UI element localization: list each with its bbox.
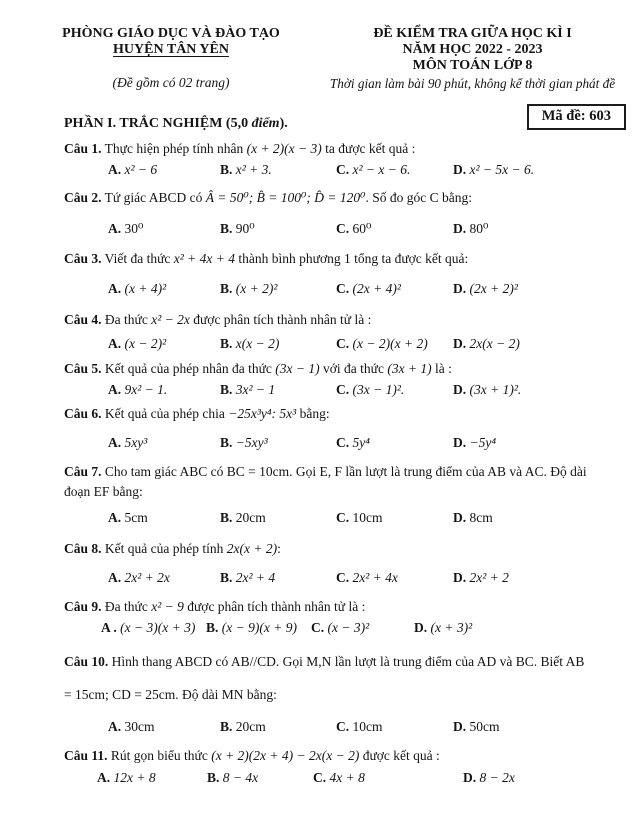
option-value: 80⁰ [469,221,489,236]
question-text-runs [105,312,371,327]
option-letter: D. [453,382,467,397]
option-value: 90⁰ [235,221,255,236]
math-expression: (3x − 1) [275,361,320,376]
option-letter: D. [453,570,467,585]
answer-option-b [220,717,336,737]
option-letter: A. [108,510,122,525]
option-value: 60⁰ [352,221,372,236]
text-run: : [277,541,281,556]
question-text [64,645,595,711]
option-letter: B. [220,281,233,296]
time-note: Thời gian làm bài 90 phút, không kể thời gian phát đề [329,76,616,91]
question-number: Câu 8. [64,541,102,556]
math-expression: (x + 2)(2x + 4) − 2x(x − 2) [211,748,360,763]
exam-header [0,0,639,92]
question-number: Câu 7. [64,464,102,479]
question [64,188,595,239]
question [64,404,595,453]
answer-option-b [220,568,336,588]
option-letter: A. [108,336,122,351]
answer-option-c [336,334,453,354]
option-value: (x − 2)(x + 2) [352,336,428,351]
option-letter: C. [336,719,350,734]
option-letter: B. [220,382,233,397]
question [64,645,595,737]
option-letter: B. [220,570,233,585]
text-run: Viết đa thức [104,251,174,266]
answer-option-d [414,618,595,638]
option-value: 50cm [469,719,500,734]
option-value: (x + 4)² [124,281,167,296]
answer-option-c [311,618,414,638]
answer-option-b [220,219,336,239]
option-value: 4x + 8 [329,770,365,785]
answer-option-c [336,219,453,239]
answer-option-d [453,279,595,299]
answer-option-a [108,334,220,354]
option-letter: D. [463,770,477,785]
exam-title: ĐỀ KIỂM TRA GIỮA HỌC KÌ I [373,26,572,41]
option-value: (x + 2)² [235,281,278,296]
answer-option-a [108,433,220,453]
text-run: Thực hiện phép tính nhân [104,141,247,156]
answer-option-a [108,279,220,299]
question-text-runs [105,190,472,205]
question-number: Câu 11. [64,748,108,763]
issuing-department: PHÒNG GIÁO DỤC VÀ ĐÀO TẠO [62,26,280,41]
option-letter: B. [220,719,233,734]
option-value: x(x − 2) [235,336,280,351]
option-letter: C. [313,770,327,785]
answer-option-a [108,717,220,737]
question-text-runs [105,141,416,156]
option-letter: C. [311,620,325,635]
text-run: ta được kết quả : [321,141,416,156]
option-letter: C. [336,382,350,397]
text-run: là : [431,361,452,376]
text-run: Kết quả của phép tính [104,541,227,556]
question-options [64,433,595,453]
answer-option-b [206,618,311,638]
section-title-end: ). [279,116,288,131]
option-value: (2x + 2)² [469,281,518,296]
answer-option-d [453,433,595,453]
option-letter: D. [453,510,467,525]
header-right-block [314,26,631,92]
text-run: bằng: [296,406,330,421]
math-expression: (x + 2)(x − 3) [246,141,322,156]
answer-option-a [108,380,220,400]
question [64,249,595,299]
text-run: thành bình phương 1 tổng ta được kết quả: [235,251,469,266]
math-expression: −25x³y⁴: 5x³ [228,406,297,421]
text-run: được phân tích thành nhân tử là : [183,599,366,614]
question-options [64,618,595,638]
exam-subject: MÔN TOÁN LỚP 8 [412,58,533,73]
answer-option-a [108,568,220,588]
option-letter: D. [453,336,467,351]
option-letter: C. [336,435,350,450]
question-options [64,568,595,588]
option-value: 30⁰ [124,221,144,236]
option-value: 5xy³ [124,435,148,450]
text-run: Kết quả của phép chia [104,406,229,421]
district-name: HUYỆN TÂN YÊN [113,42,229,57]
section-title-points: điểm [251,116,280,131]
option-value: 30cm [124,719,155,734]
question-text-runs [105,361,452,376]
answer-option-d [453,380,595,400]
option-value: (2x + 4)² [352,281,401,296]
answer-option-b [220,279,336,299]
math-expression: Â = 50⁰; B̂ = 100⁰; D̂ = 120⁰ [205,190,366,205]
question-options [64,508,595,528]
answer-option-c [336,568,453,588]
question-number: Câu 3. [64,251,102,266]
text-run: Đa thức [104,312,152,327]
option-letter: D. [453,162,467,177]
option-value: (3x − 1)². [352,382,405,397]
option-value: 20cm [235,719,266,734]
question-options [64,768,595,788]
option-letter: D. [414,620,428,635]
answer-option-c [336,279,453,299]
option-letter: D. [453,221,467,236]
question-number: Câu 2. [64,190,102,205]
option-value: (x − 9)(x + 9) [221,620,297,635]
answer-option-c [336,380,453,400]
answer-option-d [453,219,595,239]
question-number: Câu 10. [64,654,109,669]
question-text [64,539,595,559]
question-number: Câu 5. [64,361,102,376]
option-letter: D. [453,435,467,450]
text-run: Hình thang ABCD có AB//CD. Gọi M,N lần lượt là trung điểm của AD và BC. Biết AB = 15cm; CD = 25cm. Độ dài MN bằng: [64,654,585,702]
option-letter: B. [220,162,233,177]
answer-option-b [220,334,336,354]
option-letter: B. [220,435,233,450]
option-letter: A. [108,281,122,296]
option-value: 3x² − 1 [235,382,276,397]
option-value: (x + 3)² [430,620,473,635]
question-text-runs [64,654,584,702]
answer-option-d [453,508,595,528]
question [64,359,595,400]
option-value: x² − 5x − 6. [469,162,535,177]
option-letter: C. [336,162,350,177]
answer-option-d [453,717,595,737]
option-letter: C. [336,510,350,525]
option-letter: C. [336,221,350,236]
question-text-runs [105,406,330,421]
option-value: x² + 3. [235,162,272,177]
option-value: −5xy³ [235,435,268,450]
questions-container [64,139,595,788]
question-text [64,249,595,269]
question [64,139,595,180]
question-text-runs [105,541,281,556]
question-number: Câu 1. [64,141,102,156]
option-value: 9x² − 1. [124,382,168,397]
question-text [64,139,595,159]
question-options [64,219,595,239]
answer-option-d [463,768,595,788]
header-left-block [28,26,314,92]
option-value: 2x² + 2x [124,570,170,585]
answer-option-c [313,768,463,788]
question [64,310,595,354]
answer-option-b [220,508,336,528]
question-number: Câu 6. [64,406,102,421]
text-run: Đa thức [104,599,152,614]
option-letter: C. [336,336,350,351]
option-letter: B. [206,620,219,635]
option-value: 20cm [235,510,266,525]
option-value: 8 − 2x [479,770,515,785]
math-expression: x² − 9 [151,599,184,614]
option-value: 10cm [352,510,383,525]
option-value: x² − 6 [124,162,158,177]
option-value: (3x + 1)². [469,382,522,397]
question-options [64,334,595,354]
option-letter: A. [108,719,122,734]
question-text [64,462,595,502]
option-value: (x − 2)² [124,336,167,351]
text-run: Cho tam giác ABC có BC = 10cm. Gọi E, F lần lượt là trung điểm của AB và AC. Độ dài đoạn EF bằng: [64,464,587,499]
section-title-main: PHẦN I. TRẮC NGHIỆM (5,0 [64,116,252,131]
question-options [64,380,595,400]
text-run: được kết quả : [359,748,440,763]
option-letter: C. [336,570,350,585]
option-letter: A. [108,162,122,177]
option-value: 2x² + 4x [352,570,398,585]
question-text-runs [64,464,587,499]
question-options [64,160,595,180]
question-text [64,404,595,424]
question [64,746,595,788]
math-expression: x² − 2x [151,312,190,327]
option-letter: B. [220,221,233,236]
option-value: 2x² + 4 [235,570,276,585]
question [64,462,595,528]
option-letter: A. [108,435,122,450]
answer-option-b [220,380,336,400]
text-run: Rút gọn biểu thức [110,748,212,763]
question-number: Câu 9. [64,599,102,614]
answer-option-c [336,160,453,180]
option-value: 8 − 4x [222,770,259,785]
text-run: Tứ giác ABCD có [104,190,206,205]
option-letter: D. [453,719,467,734]
question-text-runs [111,748,440,763]
answer-option-c [336,717,453,737]
option-letter: A . [101,620,117,635]
option-value: 2x² + 2 [469,570,509,585]
option-letter: B. [220,336,233,351]
question-text [64,188,595,208]
option-letter: D. [453,281,467,296]
answer-option-b [220,160,336,180]
question [64,597,595,638]
answer-option-a [97,768,207,788]
pages-note: (Đề gồm có 02 trang) [112,75,230,90]
answer-option-d [453,334,595,354]
option-value: 5cm [124,510,148,525]
answer-option-b [220,433,336,453]
answer-option-a [108,160,220,180]
question-text-runs [105,599,365,614]
option-value: 12x + 8 [113,770,156,785]
question-options [64,717,595,737]
math-expression: x² + 4x + 4 [173,251,236,266]
option-value: −5y⁴ [469,435,497,450]
answer-option-d [453,568,595,588]
question-number: Câu 4. [64,312,102,327]
school-year: NĂM HỌC 2022 - 2023 [402,42,543,57]
answer-option-a [108,508,220,528]
option-letter: C. [336,281,350,296]
text-run: Kết quả của phép nhân đa thức [104,361,276,376]
option-value: x² − x − 6. [352,162,411,177]
answer-option-d [453,160,595,180]
text-run: . Số đo góc C bằng: [365,190,473,205]
question-text [64,359,595,379]
question-text [64,310,595,330]
option-letter: A. [97,770,111,785]
option-letter: A. [108,382,122,397]
option-value: (x − 3)(x + 3) [120,620,196,635]
math-expression: (3x + 1) [387,361,432,376]
text-run: với đa thức [319,361,388,376]
math-expression: 2x(x + 2) [226,541,278,556]
answer-option-a [108,219,220,239]
text-run: được phân tích thành nhân tử là : [189,312,372,327]
option-value: (x − 3)² [327,620,370,635]
question [64,539,595,588]
answer-option-c [336,433,453,453]
answer-option-b [207,768,313,788]
option-letter: A. [108,221,122,236]
option-letter: A. [108,570,122,585]
answer-option-c [336,508,453,528]
option-value: 8cm [469,510,493,525]
option-letter: B. [220,510,233,525]
question-text-runs [105,251,469,266]
option-value: 2x(x − 2) [469,336,520,351]
question-text [64,746,595,766]
answer-option-a [101,618,206,638]
option-value: 5y⁴ [352,435,370,450]
exam-code-box: Mã đề: 603 [527,104,626,130]
option-value: 10cm [352,719,383,734]
question-options [64,279,595,299]
option-letter: B. [207,770,220,785]
question-text [64,597,595,617]
